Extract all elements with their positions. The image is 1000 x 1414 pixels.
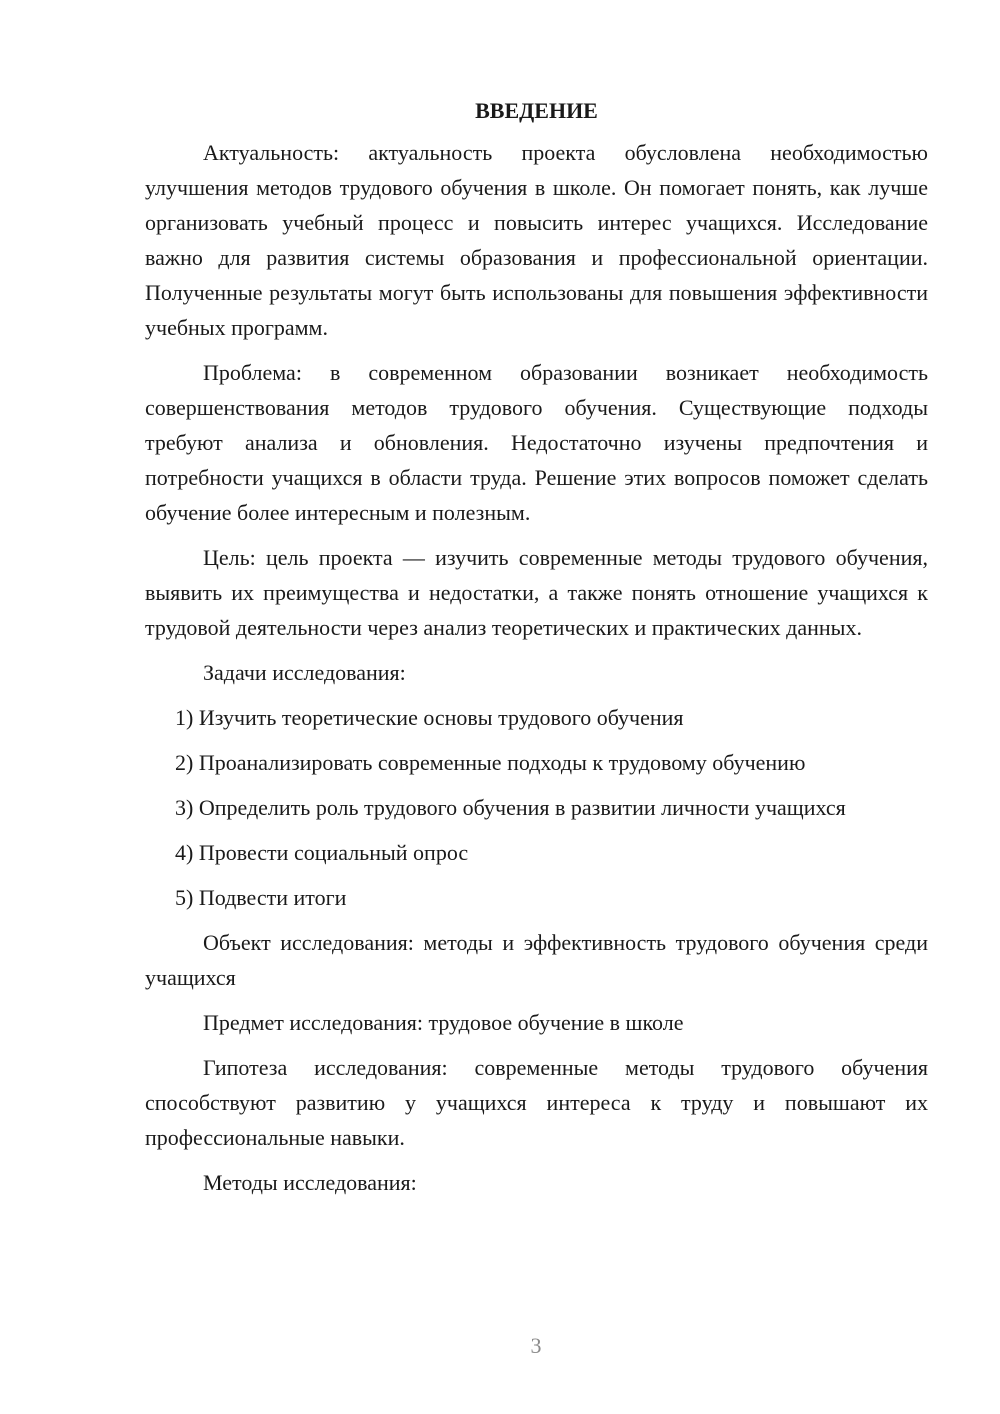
task-item-4: 4) Провести социальный опрос — [175, 840, 469, 865]
paragraph-relevance: Актуальность: актуальность проекта обусловлена необходимостью улучшения методов трудового обучения в школе. Он помогает понять, как лучше организовать учебный процесс и повысить интерес учащихся. Исследование важно для развития системы образования и профессиональной ориентации. Полученные результаты могут быть использованы для повышения эффективности учебных программ. — [145, 140, 928, 340]
task-item-3: 3) Определить роль трудового обучения в развитии личности учащихся — [175, 795, 846, 820]
page-title: ВВЕДЕНИЕ — [475, 98, 598, 123]
document-body — [145, 96, 928, 1210]
paragraph-object: Объект исследования: методы и эффективность трудового обучения среди учащихся — [145, 930, 928, 990]
paragraph-methods: Методы исследования: — [203, 1170, 417, 1195]
paragraph-hypothesis: Гипотеза исследования: современные методы трудового обучения способствуют развитию у учащихся интереса к труду и повышают их профессиональные навыки. — [145, 1055, 928, 1150]
paragraph-goal: Цель: цель проекта — изучить современные методы трудового обучения, выявить их преимущества и недостатки, а также понять отношение учащихся к трудовой деятельности через анализ теоретических и практических данных. — [145, 545, 928, 640]
paragraph-problem: Проблема: в современном образовании возникает необходимость совершенствования методов трудового обучения. Существующие подходы требуют анализа и обновления. Недостаточно изучены предпочтения и потребности учащихся в области труда. Решение этих вопросов поможет сделать обучение более интересным и полезным. — [145, 360, 928, 525]
task-item-5: 5) Подвести итоги — [175, 885, 347, 910]
page-number: 3 — [530, 1333, 542, 1358]
paragraph-subject: Предмет исследования: трудовое обучение в школе — [203, 1010, 684, 1035]
task-item-2: 2) Проанализировать современные подходы к трудовому обучению — [175, 750, 806, 775]
task-item-1: 1) Изучить теоретические основы трудового обучения — [175, 705, 684, 730]
paragraph-tasks-heading: Задачи исследования: — [203, 660, 406, 685]
